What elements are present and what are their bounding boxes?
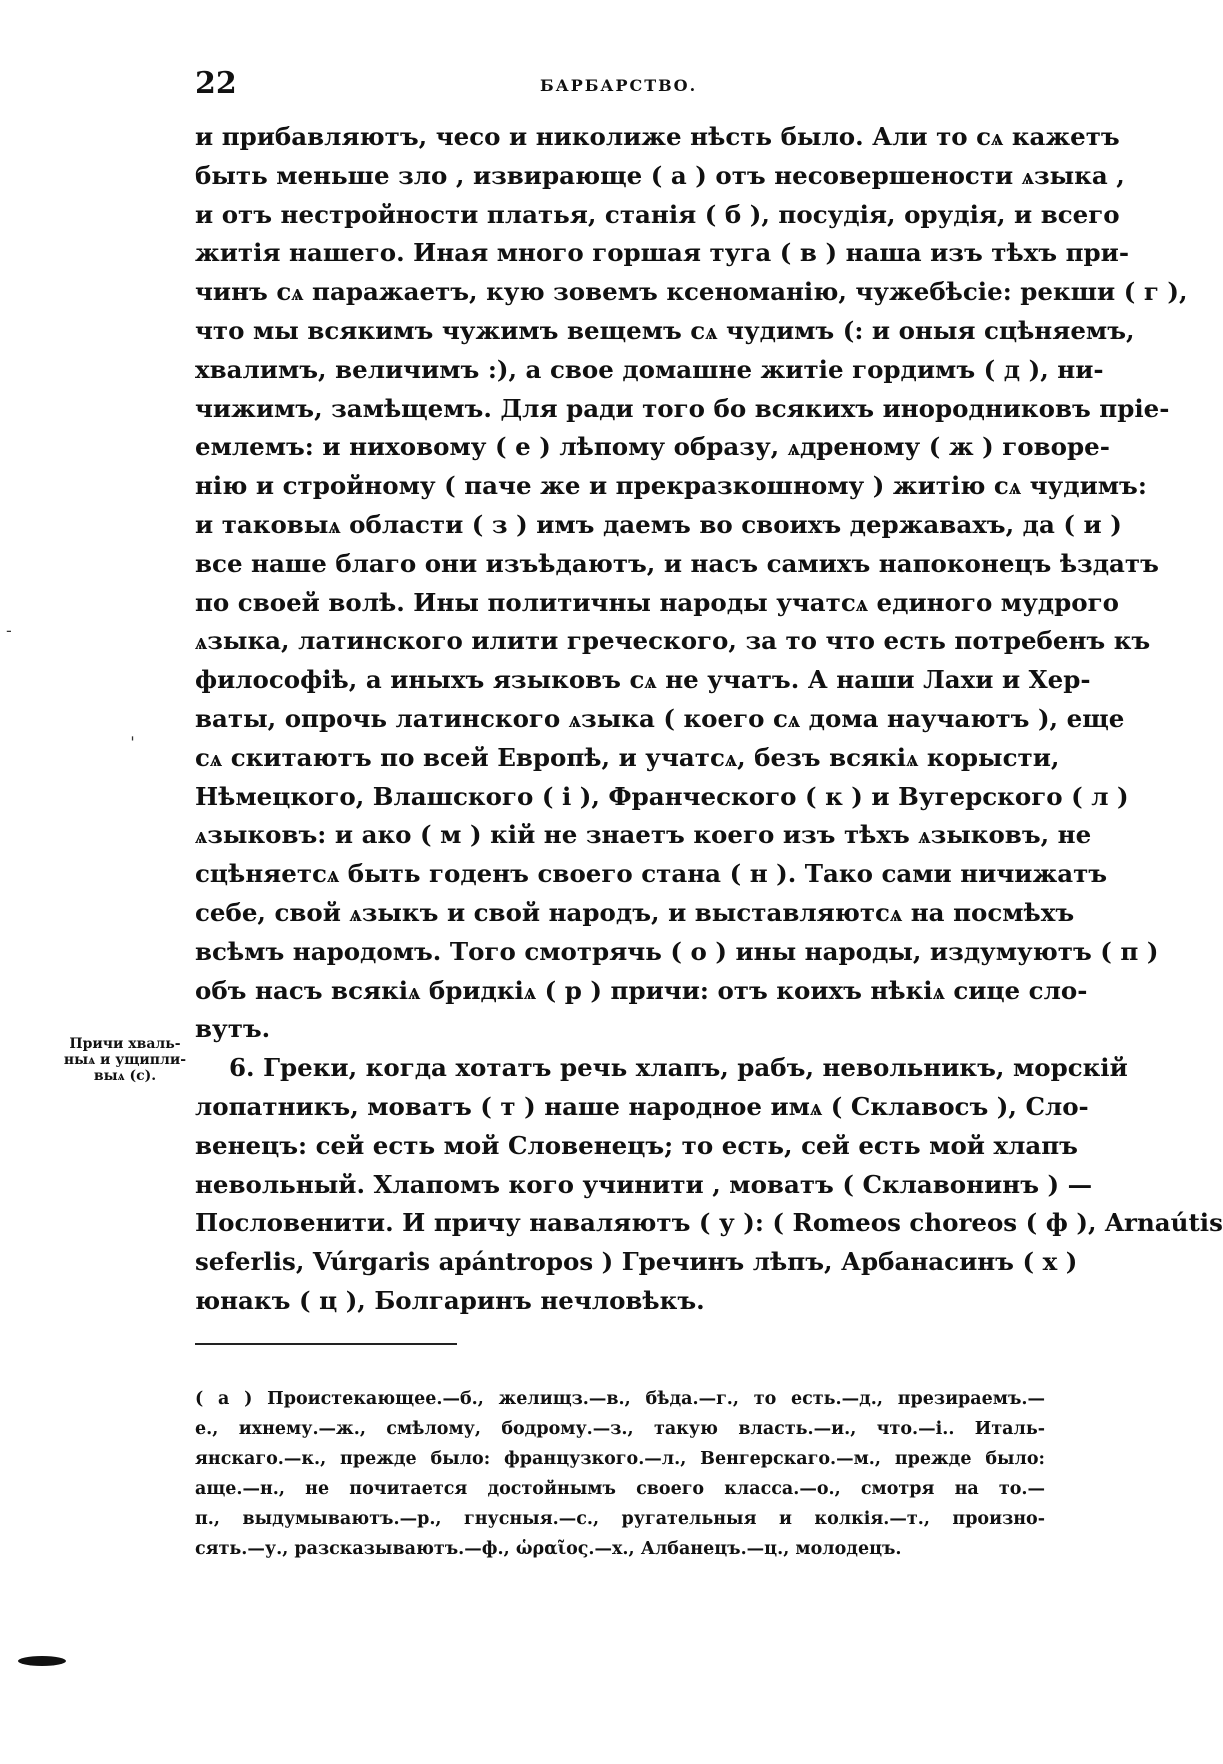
- text-line: юнакъ ( ц ), Болгаринъ нечловѣкъ.: [195, 1285, 705, 1315]
- main-text: [195, 118, 1223, 1321]
- page-header: [195, 66, 1045, 106]
- text-line: объ насъ всякіѧ бридкіѧ ( р ) причи: отъ коихъ нѣкіѧ сице сло-: [195, 975, 1088, 1005]
- text-line: ѧзыка, латинского илити греческого, за то что есть потребенъ къ: [195, 626, 1151, 656]
- running-head: БАРБАРСТВО.: [540, 76, 698, 95]
- text-line: чинъ сѧ паражаетъ, кую зовемъ ксеноманію, чужебѣсіе: рекши ( г ),: [195, 277, 1188, 307]
- text-line: по своей волѣ. Ины политичны народы учатсѧ единого мудрого: [195, 587, 1119, 617]
- text-line: и прибавляютъ, чесо и николиже нѣсть было. Али то сѧ кажетъ: [195, 122, 1120, 151]
- text-line: нію и стройному ( паче же и прекразкошному ) житію сѧ чудимъ:: [195, 471, 1147, 501]
- text-line: ваты, опрочь латинского ѧзыка ( коего сѧ дома научаютъ ), еще: [195, 703, 1125, 733]
- text-line: и отъ нестройности платья, станія ( б ), посудія, орудія, и всего: [195, 199, 1120, 229]
- margin-note-line: ныѧ и ущипли-: [63, 1052, 187, 1068]
- footnotes: [195, 1384, 1045, 1564]
- text-line: хвалимъ, величимъ :), а свое домашне житіе гордимъ ( д ), ни-: [195, 354, 1104, 384]
- text-line: быть меньше зло , извирающе ( а ) отъ несовершености ѧзыка ,: [195, 160, 1125, 190]
- footnote-line: сять.—у., разсказываютъ.—ф., ὡραῖος.—х., Албанецъ.—ц., молодецъ.: [195, 1539, 902, 1559]
- text-line: философіѣ, а иныхъ языковъ сѧ не учатъ. А наши Лахи и Хер-: [195, 665, 1091, 695]
- text-line: вутъ.: [195, 1014, 271, 1044]
- footnote-line: янскаго.—к., прежде было: французкого.—л., Венгерскаго.—м., прежде было:: [195, 1449, 1045, 1469]
- margin-note-line: выѧ (с).: [93, 1068, 157, 1084]
- text-line: себе, свой ѧзыкъ и свой народъ, и выставляютсѧ на посмѣхъ: [195, 897, 1075, 927]
- footnote-line: ( а ) Проистекающее.—б., желищз.—в., бѣда.—г., то есть.—д., презираемъ.—: [195, 1389, 1045, 1409]
- text-line: емлемъ: и ниховому ( е ) лѣпому образу, ѧдреному ( ж ) говоре-: [195, 432, 1110, 462]
- footnote-line: е., ихнему.—ж., смѣлому, бодрому.—з., такую власть.—и., что.—і.. Италь-: [195, 1419, 1045, 1439]
- text-line: венецъ: сей есть мой Словенецъ; то есть, сей есть мой хлапъ: [195, 1130, 1078, 1160]
- margin-note-line: Причи хваль-: [69, 1036, 181, 1052]
- text-line: чижимъ, замѣщемъ. Для ради того бо всякихъ инородниковъ пріе-: [195, 393, 1170, 423]
- footnote-separator: [195, 1343, 457, 1345]
- text-line: что мы всякимъ чужимъ вещемъ сѧ чудимъ (: и оныя сцѣняемъ,: [195, 315, 1135, 345]
- text-line: сцѣняетсѧ быть годенъ своего стана ( н ). Тако сами ничижатъ: [195, 859, 1108, 889]
- text-line: все наше благо они изъѣдаютъ, и насъ самихъ напоконецъ ѣздатъ: [195, 548, 1159, 578]
- text-line: ѧзыковъ: и ако ( м ) кій не знаетъ коего изъ тѣхъ ѧзыковъ, не: [195, 820, 1092, 850]
- scan-mark: ˈ: [130, 734, 135, 755]
- text-line: Нѣмецкого, Влашского ( і ), Франческого ( к ) и Вугерского ( л ): [195, 781, 1129, 811]
- text-line: житія нашего. Иная много горшая туга ( в ) наша изъ тѣхъ при-: [195, 238, 1130, 268]
- text-line: невольный. Хлапомъ кого учинити , моватъ ( Склавонинъ ) —: [195, 1169, 1093, 1199]
- text-line: Пословенити. И причу наваляютъ ( у ): ( Romeos choreos ( ф ), Arnaútis: [195, 1208, 1223, 1238]
- scan-mark: ˗: [6, 620, 12, 641]
- margin-note: [50, 1036, 200, 1084]
- footnote-line: п., выдумываютъ.—р., гнусныя.—с., ругательныя и колкія.—т., произно-: [195, 1509, 1045, 1529]
- text-line: всѣмъ народомъ. Того смотрячь ( о ) ины народы, издумуютъ ( п ): [195, 936, 1159, 966]
- footnote-line: аще.—н., не почитается достойнымъ своего класса.—о., смотря на то.—: [195, 1479, 1045, 1499]
- text-line: лопатникъ, моватъ ( т ) наше народное имѧ ( Склавосъ ), Сло-: [195, 1091, 1089, 1121]
- text-line: сѧ скитаютъ по всей Европѣ, и учатсѧ, безъ всякіѧ корысти,: [195, 742, 1060, 772]
- text-line: и таковыѧ области ( з ) имъ даемъ во своихъ державахъ, да ( и ): [195, 509, 1122, 539]
- page-number: 22: [195, 66, 237, 101]
- ink-smudge: [18, 1656, 66, 1666]
- text-line: seferlis, Vúrgaris apántropos ) Гречинъ лѣпъ, Арбанасинъ ( х ): [195, 1247, 1078, 1277]
- paragraph-start-line: 6. Греки, когда хотатъ речь хлапъ, рабъ, невольникъ, морскій: [229, 1053, 1128, 1083]
